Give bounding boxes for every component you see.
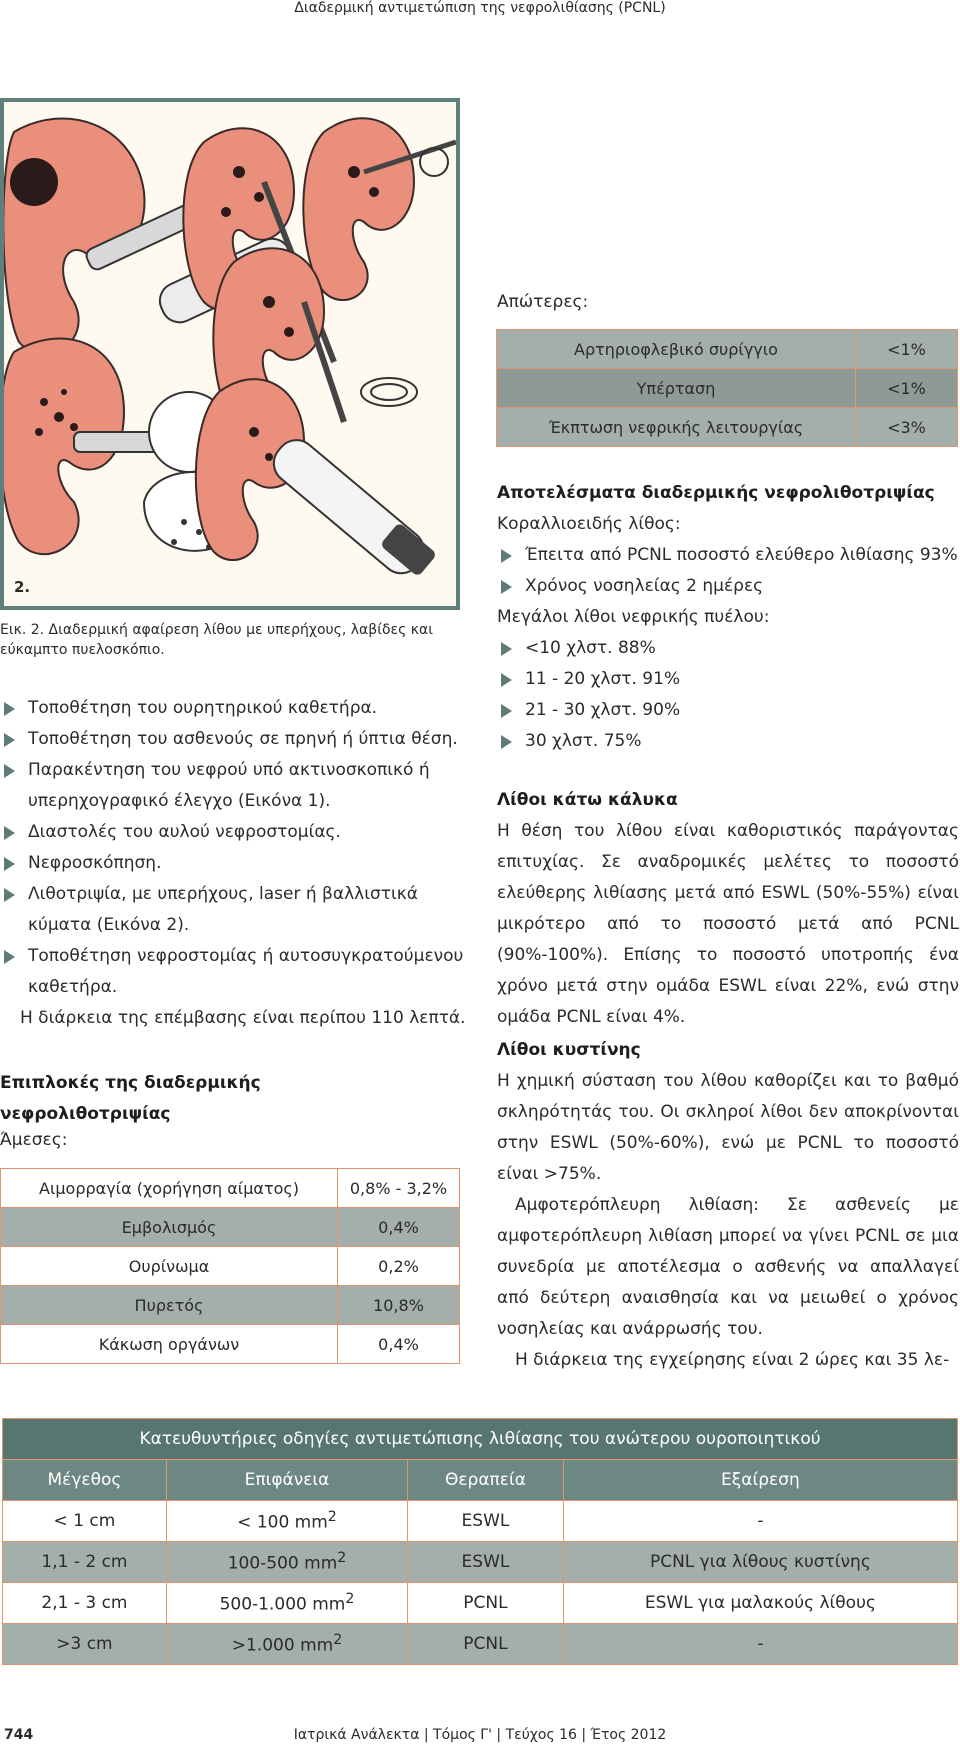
table-cell (166, 1501, 407, 1542)
table-cell: <3% (856, 408, 958, 447)
late-label: Απώτερες: (497, 292, 589, 312)
table-row (1, 1325, 460, 1364)
table-cell: Έκπτωση νεφρικής λειτουργίας (497, 408, 856, 447)
results-section (497, 478, 959, 757)
lower-calyx-text: Η θέση του λίθου είναι καθοριστικός παράγοντας επιτυχίας. Σε αναδρομικές μελέτες το ποσοστό ελεύθερης λιθίασης μετά από ESWL (50%-55%) είναι μικρότερο από το ποσοστό μετά από PCNL (90%-100%). Επίσης το ποσοστό υποτροπής ένα χρόνο μετά στην ομάδα ESWL είναι 22%, ενώ στην ομάδα PCNL είναι 4%. (497, 821, 959, 1027)
table-cell: 1,1 - 2 cm (3, 1542, 167, 1583)
table-cell: 2,1 - 3 cm (3, 1583, 167, 1624)
table-cell (166, 1542, 407, 1583)
table-cell: Κάκωση οργάνων (1, 1325, 338, 1364)
column-header: Μέγεθος (3, 1460, 167, 1501)
surgery-duration-text: Η διάρκεια της εγχείρησης είναι 2 ώρες και 35 λε- (515, 1350, 950, 1370)
result-item: 11 - 20 χλστ. 91% (497, 664, 959, 695)
area-value: 500-1.000 mm (219, 1594, 346, 1615)
figure-caption: Εικ. 2. Διαδερμική αφαίρεση λίθου με υπερήχους, λαβίδες και εύκαμπτο πυελοσκόπιο. (0, 622, 433, 658)
kidney-illustration (0, 98, 460, 610)
footer-journal: Ιατρικά Ανάλεκτα | Τόμος Γ' | Τεύχος 16 | Έτος 2012 (293, 1727, 667, 1743)
table-cell: 0,4% (338, 1208, 460, 1247)
table-cell (166, 1624, 407, 1665)
table-cell: ESWL (408, 1501, 564, 1542)
immediate-label: Άμεσες: (0, 1130, 68, 1150)
superscript: 2 (337, 1550, 347, 1567)
table-row (3, 1542, 958, 1583)
table-cell: Ουρίνωμα (1, 1247, 338, 1286)
column-header: Εξαίρεση (563, 1460, 957, 1501)
table-cell: ESWL για μαλακούς λίθους (563, 1583, 957, 1624)
superscript: 2 (327, 1509, 337, 1526)
result-item: <10 χλστ. 88% (497, 633, 959, 664)
procedure-step: Τοποθέτηση νεφροστομίας ή αυτοσυγκρατούμενου καθετήρα. (0, 941, 470, 1003)
table-cell: 10,8% (338, 1286, 460, 1325)
kidney-procedure-drawing (4, 102, 456, 606)
result-item: 21 - 30 χλστ. 90% (497, 695, 959, 726)
table-cell: 0,2% (338, 1247, 460, 1286)
table-row (3, 1501, 958, 1542)
late-complications-table (496, 329, 958, 447)
complications-heading-line1: Επιπλοκές της διαδερμικής (0, 1073, 261, 1093)
superscript: 2 (333, 1632, 343, 1649)
result-item: Έπειτα από PCNL ποσοστό ελεύθερο λιθίασης 93% (497, 540, 959, 571)
table-cell: Πυρετός (1, 1286, 338, 1325)
complications-heading-line2: νεφρολιθοτριψίας (0, 1104, 171, 1124)
table-row (497, 408, 958, 447)
immediate-complications-table (0, 1168, 460, 1364)
results-heading: Αποτελέσματα διαδερμικής νεφρολιθοτριψίας (497, 483, 935, 503)
table-cell: 0,8% - 3,2% (338, 1169, 460, 1208)
table-cell: Αιμορραγία (χορήγηση αίματος) (1, 1169, 338, 1208)
procedure-steps (0, 693, 470, 1034)
procedure-step: Λιθοτριψία, με υπερήχους, laser ή βαλλιστικά κύματα (Εικόνα 2). (0, 879, 470, 941)
page-number: 744 (4, 1727, 34, 1743)
table-cell: < 1 cm (3, 1501, 167, 1542)
table-cell: <1% (856, 330, 958, 369)
lower-calyx-section (497, 785, 959, 1033)
figure-label: 2. (14, 578, 31, 596)
table-cell: Εμβολισμός (1, 1208, 338, 1247)
table-cell: - (563, 1501, 957, 1542)
bilateral-text: Αμφοτερόπλευρη λιθίαση: Σε ασθενείς με αμφοτερόπλευρη λιθίαση μπορεί να γίνει PCNL σε μια συνεδρία με αποτέλεσμα ο ασθενής να απαλλαγεί από δεύτερη αναισθησία και να μειωθεί ο χρόνος νοσηλείας και ανάρρωσής του. (497, 1195, 959, 1339)
column-header: Θεραπεία (408, 1460, 564, 1501)
column-header: Επιφάνεια (166, 1460, 407, 1501)
table-cell: 0,4% (338, 1325, 460, 1364)
table-row (3, 1624, 958, 1665)
cystine-text: Η χημική σύσταση του λίθου καθορίζει και το βαθμό σκληρότητάς του. Οι σκληροί λίθοι δεν αποκρίνονται στην ESWL (50%-60%), ενώ με PCNL το ποσοστό είναι >75%. (497, 1071, 959, 1184)
complications-heading (0, 1068, 470, 1130)
procedure-step: Παρακέντηση του νεφρού υπό ακτινοσκοπικό ή υπερηχογραφικό έλεγχο (Εικόνα 1). (0, 755, 470, 817)
guidelines-table (2, 1418, 958, 1665)
staghorn-label: Κοραλλιοειδής λίθος: (497, 514, 681, 534)
table-cell: PCNL (408, 1624, 564, 1665)
area-value: >1.000 mm (231, 1635, 334, 1656)
running-header: Διαδερμική αντιμετώπιση της νεφρολιθίασης (PCNL) (294, 0, 666, 16)
table-cell: Αρτηριοφλεβικό συρίγγιο (497, 330, 856, 369)
table-row (1, 1208, 460, 1247)
lower-calyx-heading: Λίθοι κάτω κάλυκα (497, 790, 678, 810)
table-cell: Υπέρταση (497, 369, 856, 408)
procedure-step: Διαστολές του αυλού νεφροστομίας. (0, 817, 470, 848)
table-cell: PCNL (408, 1583, 564, 1624)
table-row (1, 1169, 460, 1208)
large-stones-label: Μεγάλοι λίθοι νεφρικής πυέλου: (497, 607, 770, 627)
table-row (1, 1247, 460, 1286)
table-title-row (3, 1419, 958, 1460)
superscript: 2 (345, 1591, 355, 1608)
table-row (497, 330, 958, 369)
area-value: 100-500 mm (227, 1553, 338, 1574)
duration-text: Η διάρκεια της επέμβασης είναι περίπου 110 λεπτά. (20, 1008, 466, 1028)
area-value: < 100 mm (237, 1512, 328, 1533)
table-cell: <1% (856, 369, 958, 408)
procedure-step: Νεφροσκόπηση. (0, 848, 470, 879)
table-row (3, 1583, 958, 1624)
table-cell: PCNL για λίθους κυστίνης (563, 1542, 957, 1583)
procedure-step: Τοποθέτηση του ασθενούς σε πρηνή ή ύπτια θέση. (0, 724, 470, 755)
cystine-section (497, 1035, 959, 1376)
procedure-step: Τοποθέτηση του ουρητηρικού καθετήρα. (0, 693, 470, 724)
table-header-row (3, 1460, 958, 1501)
table-cell (166, 1583, 407, 1624)
result-item: Χρόνος νοσηλείας 2 ημέρες (497, 571, 959, 602)
guidelines-title: Κατευθυντήριες οδηγίες αντιμετώπισης λιθίασης του ανώτερου ουροποιητικού (3, 1419, 958, 1460)
table-row (497, 369, 958, 408)
table-cell: ESWL (408, 1542, 564, 1583)
cystine-heading: Λίθοι κυστίνης (497, 1040, 641, 1060)
table-cell: >3 cm (3, 1624, 167, 1665)
table-row (1, 1286, 460, 1325)
result-item: 30 χλστ. 75% (497, 726, 959, 757)
table-cell: - (563, 1624, 957, 1665)
